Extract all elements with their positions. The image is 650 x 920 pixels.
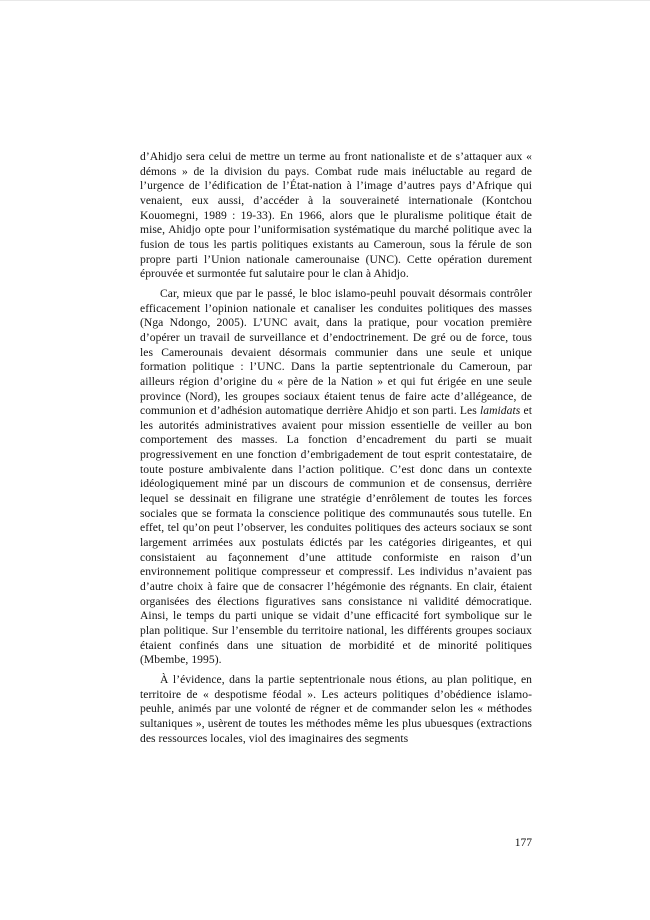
- paragraph-text-italic: lamidats: [479, 404, 521, 418]
- paragraph: [140, 287, 532, 668]
- paragraph-text: d’Ahidjo sera celui de mettre un terme au front nationaliste et de s’attaquer aux « démons » de la division du pays. Combat rude mais inéluctable au regard de l’urgence de l’édification de l’État-nation à l’image d’autres pays d’Afrique qui venaient, eux aussi, d’accéder à la souveraineté internationale (Kontchou Kouomegni, 1989 : 19-33). En 1966, alors que le pluralisme politique était de mise, Ahidjo opte pour l’uniformisation systématique du marché politique avec la fusion de tous les partis politiques existants au Cameroun, sous la férule de son propre parti l’Union nationale camerounaise (UNC). Cette opération durement éprouvée et surmontée fut salutaire pour le clan à Ahidjo.: [140, 150, 532, 281]
- paragraph-text: et les autorités administratives avaient pour mission essentielle de veiller au bon comportement des masses. La fonction d’encadrement du parti se muait progressivement en une fonction d’embrigadement de tout esprit contestataire, de toute posture ambivalente dans l’action politique. C’est donc dans un contexte idéologiquement miné par un discours de communion et de consensus, derrière lequel se dessinait en filigrane une stratégie d’enrôlement de toutes les forces sociales que se formata la conscience politique des communautés sous tutelle. En effet, tel qu’on peut l’observer, les conduites politiques des acteurs sociaux se sont largement arrimées aux postulats édictés par les catégories dirigeantes, et qui consistaient au façonnement d’une attitude conformiste en raison d’un environnement politique compresseur et compressif. Les individus n’avaient pas d’autre choix à faire que de consacrer l’hégémonie des régnants. En clair, étaient organisées des élections figuratives sans consistance ni validité démocratique. Ainsi, le temps du parti unique se vidait d’une efficacité fort symbolique sur le plan politique. Sur l’ensemble du territoire national, les différents groupes sociaux étaient confinés dans une situation de morbidité et de minorité politiques (Mbembe, 1995).: [140, 404, 533, 667]
- paragraph-text: Car, mieux que par le passé, le bloc islamo-peuhl pouvait désormais contrôler efficacement l’opinion nationale et canaliser les conduites politiques des masses (Nga Ndongo, 2005). L’UNC avait, dans la pratique, pour vocation première d’opérer un travail de surveillance et d’endoctrinement. De gré ou de force, tous les Camerounais devaient désormais communier dans une seule et unique formation politique : l’UNC. Dans la partie septentrionale du Cameroun, par ailleurs région d’origine du « père de la Nation » et qui fut érigée en une seule province (Nord), les groupes sociaux étaient tenus de faire acte d’allégeance, de communion et d’adhésion automatique derrière Ahidjo et son parti. Les: [140, 286, 532, 418]
- page-number: 177: [514, 837, 532, 849]
- paragraph-text: À l’évidence, dans la partie septentrionale nous étions, au plan politique, en territoire de « despotisme féodal ». Les acteurs politiques d’obédience islamo-peuhle, animés par une volonté de régner et de commander selon les « méthodes sultaniques », usèrent de toutes les méthodes même les plus ubuesques (extractions des ressources locales, viol des imaginaires des segments: [140, 672, 532, 745]
- text-block: [140, 150, 532, 751]
- page-top-edge: [0, 0, 650, 1]
- paragraph: [140, 673, 532, 746]
- paragraph: [140, 150, 532, 282]
